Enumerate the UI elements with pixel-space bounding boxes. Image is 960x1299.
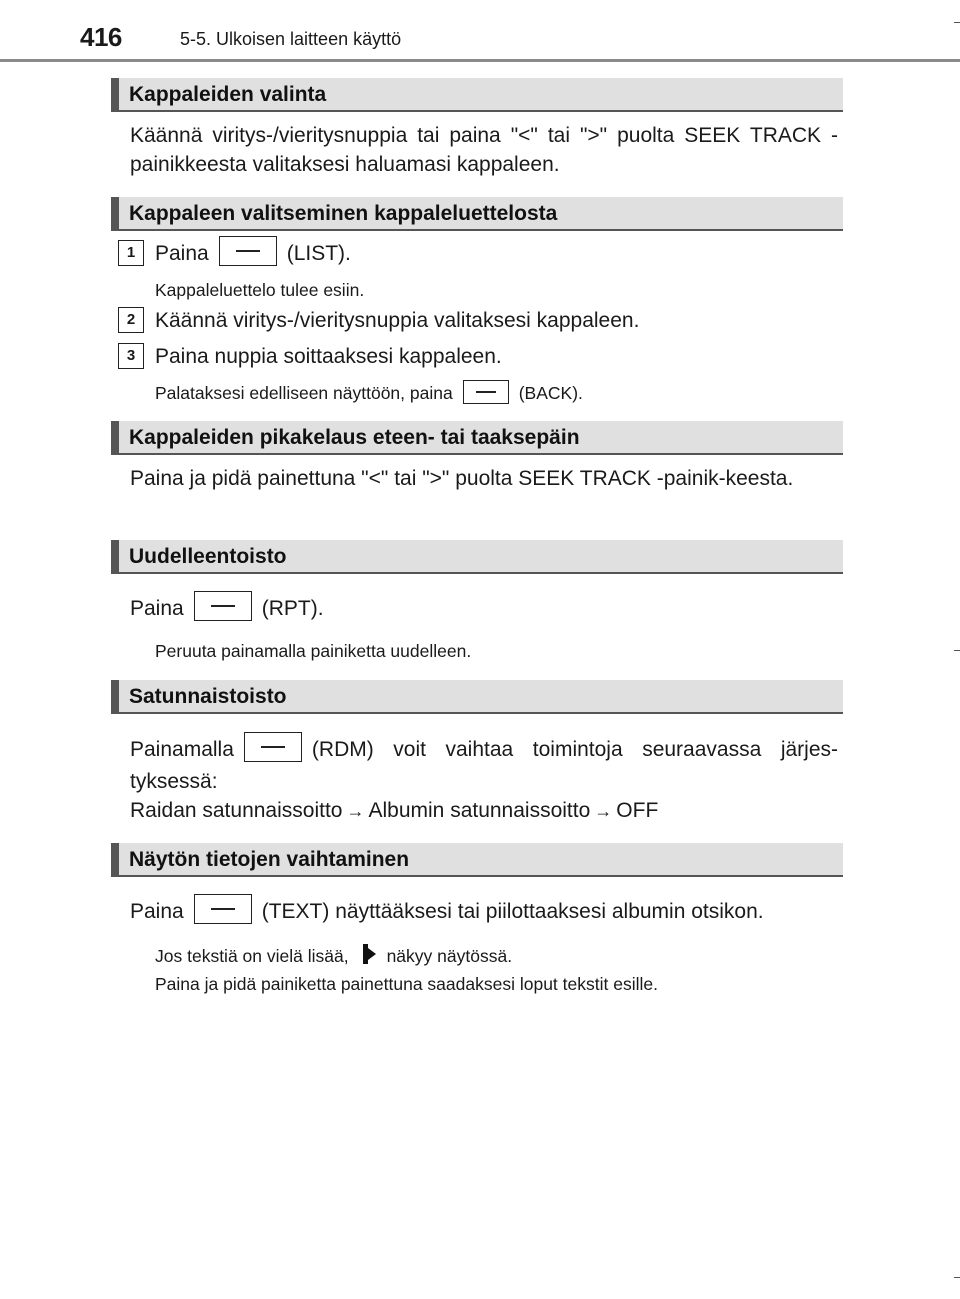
body-text: Paina ja pidä painettuna "<" tai ">" puolta SEEK TRACK -painik-keesta. <box>130 467 794 490</box>
random-sequence <box>130 796 838 826</box>
more-text-indicator-icon <box>363 941 377 967</box>
section-heading-track-list: Kappaleen valitseminen kappaleluettelosta <box>111 197 843 231</box>
body-text <box>130 734 838 798</box>
text-after: (RPT). <box>261 597 324 620</box>
text-after: (TEXT) näyttääksesi tai piilottaaksesi albumin otsikon. <box>261 900 764 923</box>
section-heading-display-info: Näytön tietojen vaihtaminen <box>111 843 843 877</box>
note-after: näkyy näytössä. <box>386 946 513 966</box>
step-number: 2 <box>118 307 144 333</box>
sequence-item: Albumin satunnaissoitto <box>368 799 591 822</box>
step-text: Käännä viritys-/vieritysnuppia valitaksesi kappaleen. <box>155 309 640 332</box>
note-text: Paina ja pidä painiketta painettuna saadaksesi loput tekstit esille. <box>155 974 658 994</box>
sequence-item: OFF <box>616 799 659 822</box>
edge-tick <box>954 650 960 651</box>
text-after: (RDM) voit vaihtaa toimintoja seuraavassa järjes-tyksessä: <box>130 738 838 793</box>
text-before: Painamalla <box>130 738 234 761</box>
page-header <box>0 0 960 62</box>
section-heading-random: Satunnaistoisto <box>111 680 843 714</box>
step-number: 1 <box>118 240 144 266</box>
arrow-right-icon: → <box>346 801 365 821</box>
step-note <box>155 379 583 407</box>
section-heading-fast-forward: Kappaleiden pikakelaus eteen- tai taaksepäin <box>111 421 843 455</box>
text-before: Paina <box>130 900 184 923</box>
step-note: Kappaleluettelo tulee esiin. <box>155 280 365 300</box>
section-heading-repeat: Uudelleentoisto <box>111 540 843 574</box>
step-number: 3 <box>118 343 144 369</box>
text-before: Paina <box>130 597 184 620</box>
arrow-right-icon: → <box>594 801 613 821</box>
note-before: Jos tekstiä on vielä lisää, <box>155 946 349 966</box>
body-text <box>130 897 838 926</box>
rpt-button-icon <box>194 591 252 621</box>
body-text: Käännä viritys-/vieritysnuppia tai paina "<" tai ">" puolta SEEK TRACK -painikkeesta valitaksesi haluamasi kappaleen. <box>130 124 838 176</box>
step-text: Paina nuppia soittaaksesi kappaleen. <box>155 345 502 368</box>
edge-tick <box>954 1277 960 1278</box>
step-text-before: Paina <box>155 242 209 265</box>
note-text <box>155 942 512 970</box>
text-button-icon <box>194 894 252 924</box>
section-heading-track-select: Kappaleiden valinta <box>111 78 843 112</box>
section-path: 5-5. Ulkoisen laitteen käyttö <box>180 29 402 49</box>
note-text: Peruuta painamalla painiketta uudelleen. <box>155 641 472 661</box>
body-text <box>130 594 838 623</box>
edge-tick <box>954 22 960 23</box>
sequence-item: Raidan satunnaissoitto <box>130 799 343 822</box>
page-number: 416 <box>80 22 122 52</box>
note-after: (BACK). <box>518 383 583 403</box>
step-text <box>155 240 351 268</box>
note-before: Palataksesi edelliseen näyttöön, paina <box>155 383 453 403</box>
rdm-button-icon <box>244 732 302 762</box>
header-rule <box>0 59 960 62</box>
step-text-after: (LIST). <box>286 242 351 265</box>
list-button-icon <box>219 236 277 266</box>
back-button-icon <box>463 380 509 404</box>
